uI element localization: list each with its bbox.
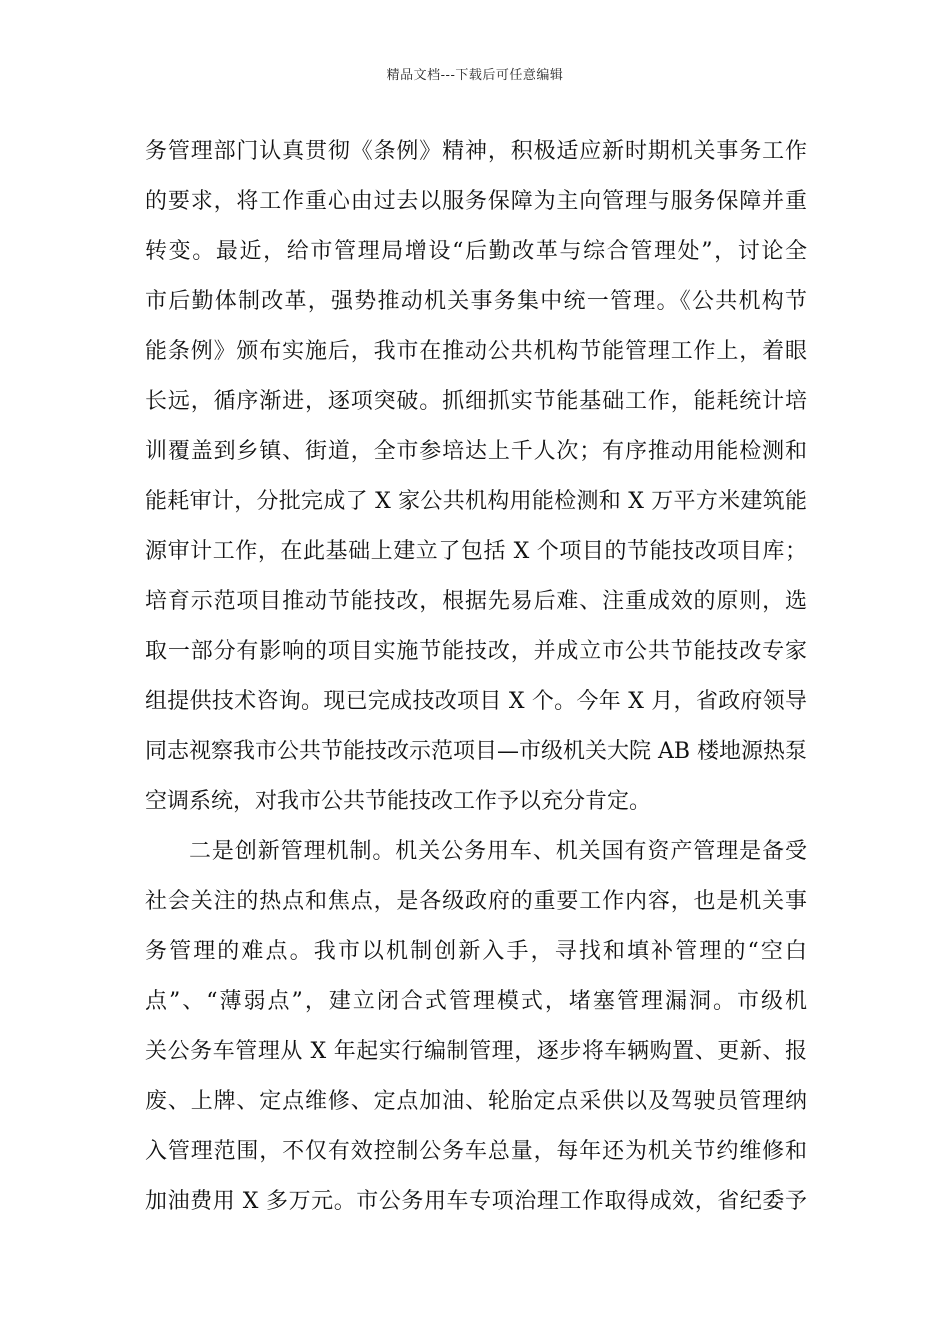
text-line: 废、上牌、定点维修、定点加油、轮胎定点采供以及驾驶员管理纳 (145, 1089, 807, 1114)
text-line: 长远，循序渐进，逐项突破。抓细抓实节能基础工作，能耗统计培 (145, 389, 807, 414)
text-line: 加油费用 X 多万元。市公务用车专项治理工作取得成效，省纪委予 (145, 1189, 807, 1214)
page-header: 精品文档---下载后可任意编辑 (386, 68, 564, 83)
text-line: 训覆盖到乡镇、街道，全市参培达上千人次；有序推动用能检测和 (145, 439, 807, 464)
text-line: 入管理范围，不仅有效控制公务车总量，每年还为机关节约维修和 (145, 1139, 807, 1164)
text-line: 关公务车管理从 X 年起实行编制管理，逐步将车辆购置、更新、报 (145, 1039, 807, 1064)
text-line: 点”、“薄弱点”，建立闭合式管理模式，堵塞管理漏洞。市级机 (145, 989, 807, 1014)
text-line: 取一部分有影响的项目实施节能技改，并成立市公共节能技改专家 (145, 639, 807, 664)
text-line: 空调系统，对我市公共节能技改工作予以充分肯定。 (145, 789, 652, 814)
text-line: 转变。最近，给市管理局增设“后勤改革与综合管理处”，讨论全 (145, 239, 807, 264)
text-line: 能条例》颁布实施后，我市在推动公共机构节能管理工作上，着眼 (145, 339, 807, 364)
text-line: 社会关注的热点和焦点，是各级政府的重要工作内容，也是机关事 (145, 889, 807, 914)
text-line: 源审计工作，在此基础上建立了包括 X 个项目的节能技改项目库； (145, 539, 807, 564)
paragraph-2 (145, 827, 807, 1227)
text-line: 组提供技术咨询。现已完成技改项目 X 个。今年 X 月，省政府领导 (145, 689, 807, 714)
document-body (145, 127, 807, 1227)
text-line: 同志视察我市公共节能技改示范项目—市级机关大院 AB 楼地源热泵 (145, 739, 807, 764)
text-line: 二是创新管理机制。机关公务用车、机关国有资产管理是备受 (189, 839, 807, 864)
text-line: 务管理部门认真贯彻《条例》精神，积极适应新时期机关事务工作 (145, 139, 807, 164)
text-line: 培育示范项目推动节能技改，根据先易后难、注重成效的原则，选 (145, 589, 807, 614)
text-line: 的要求，将工作重心由过去以服务保障为主向管理与服务保障并重 (145, 189, 807, 214)
text-line: 能耗审计，分批完成了 X 家公共机构用能检测和 X 万平方米建筑能 (145, 489, 807, 514)
text-line: 务管理的难点。我市以机制创新入手，寻找和填补管理的“空白 (145, 939, 807, 964)
paragraph-1 (145, 127, 807, 827)
text-line: 市后勤体制改革，强势推动机关事务集中统一管理。《公共机构节 (145, 289, 807, 314)
